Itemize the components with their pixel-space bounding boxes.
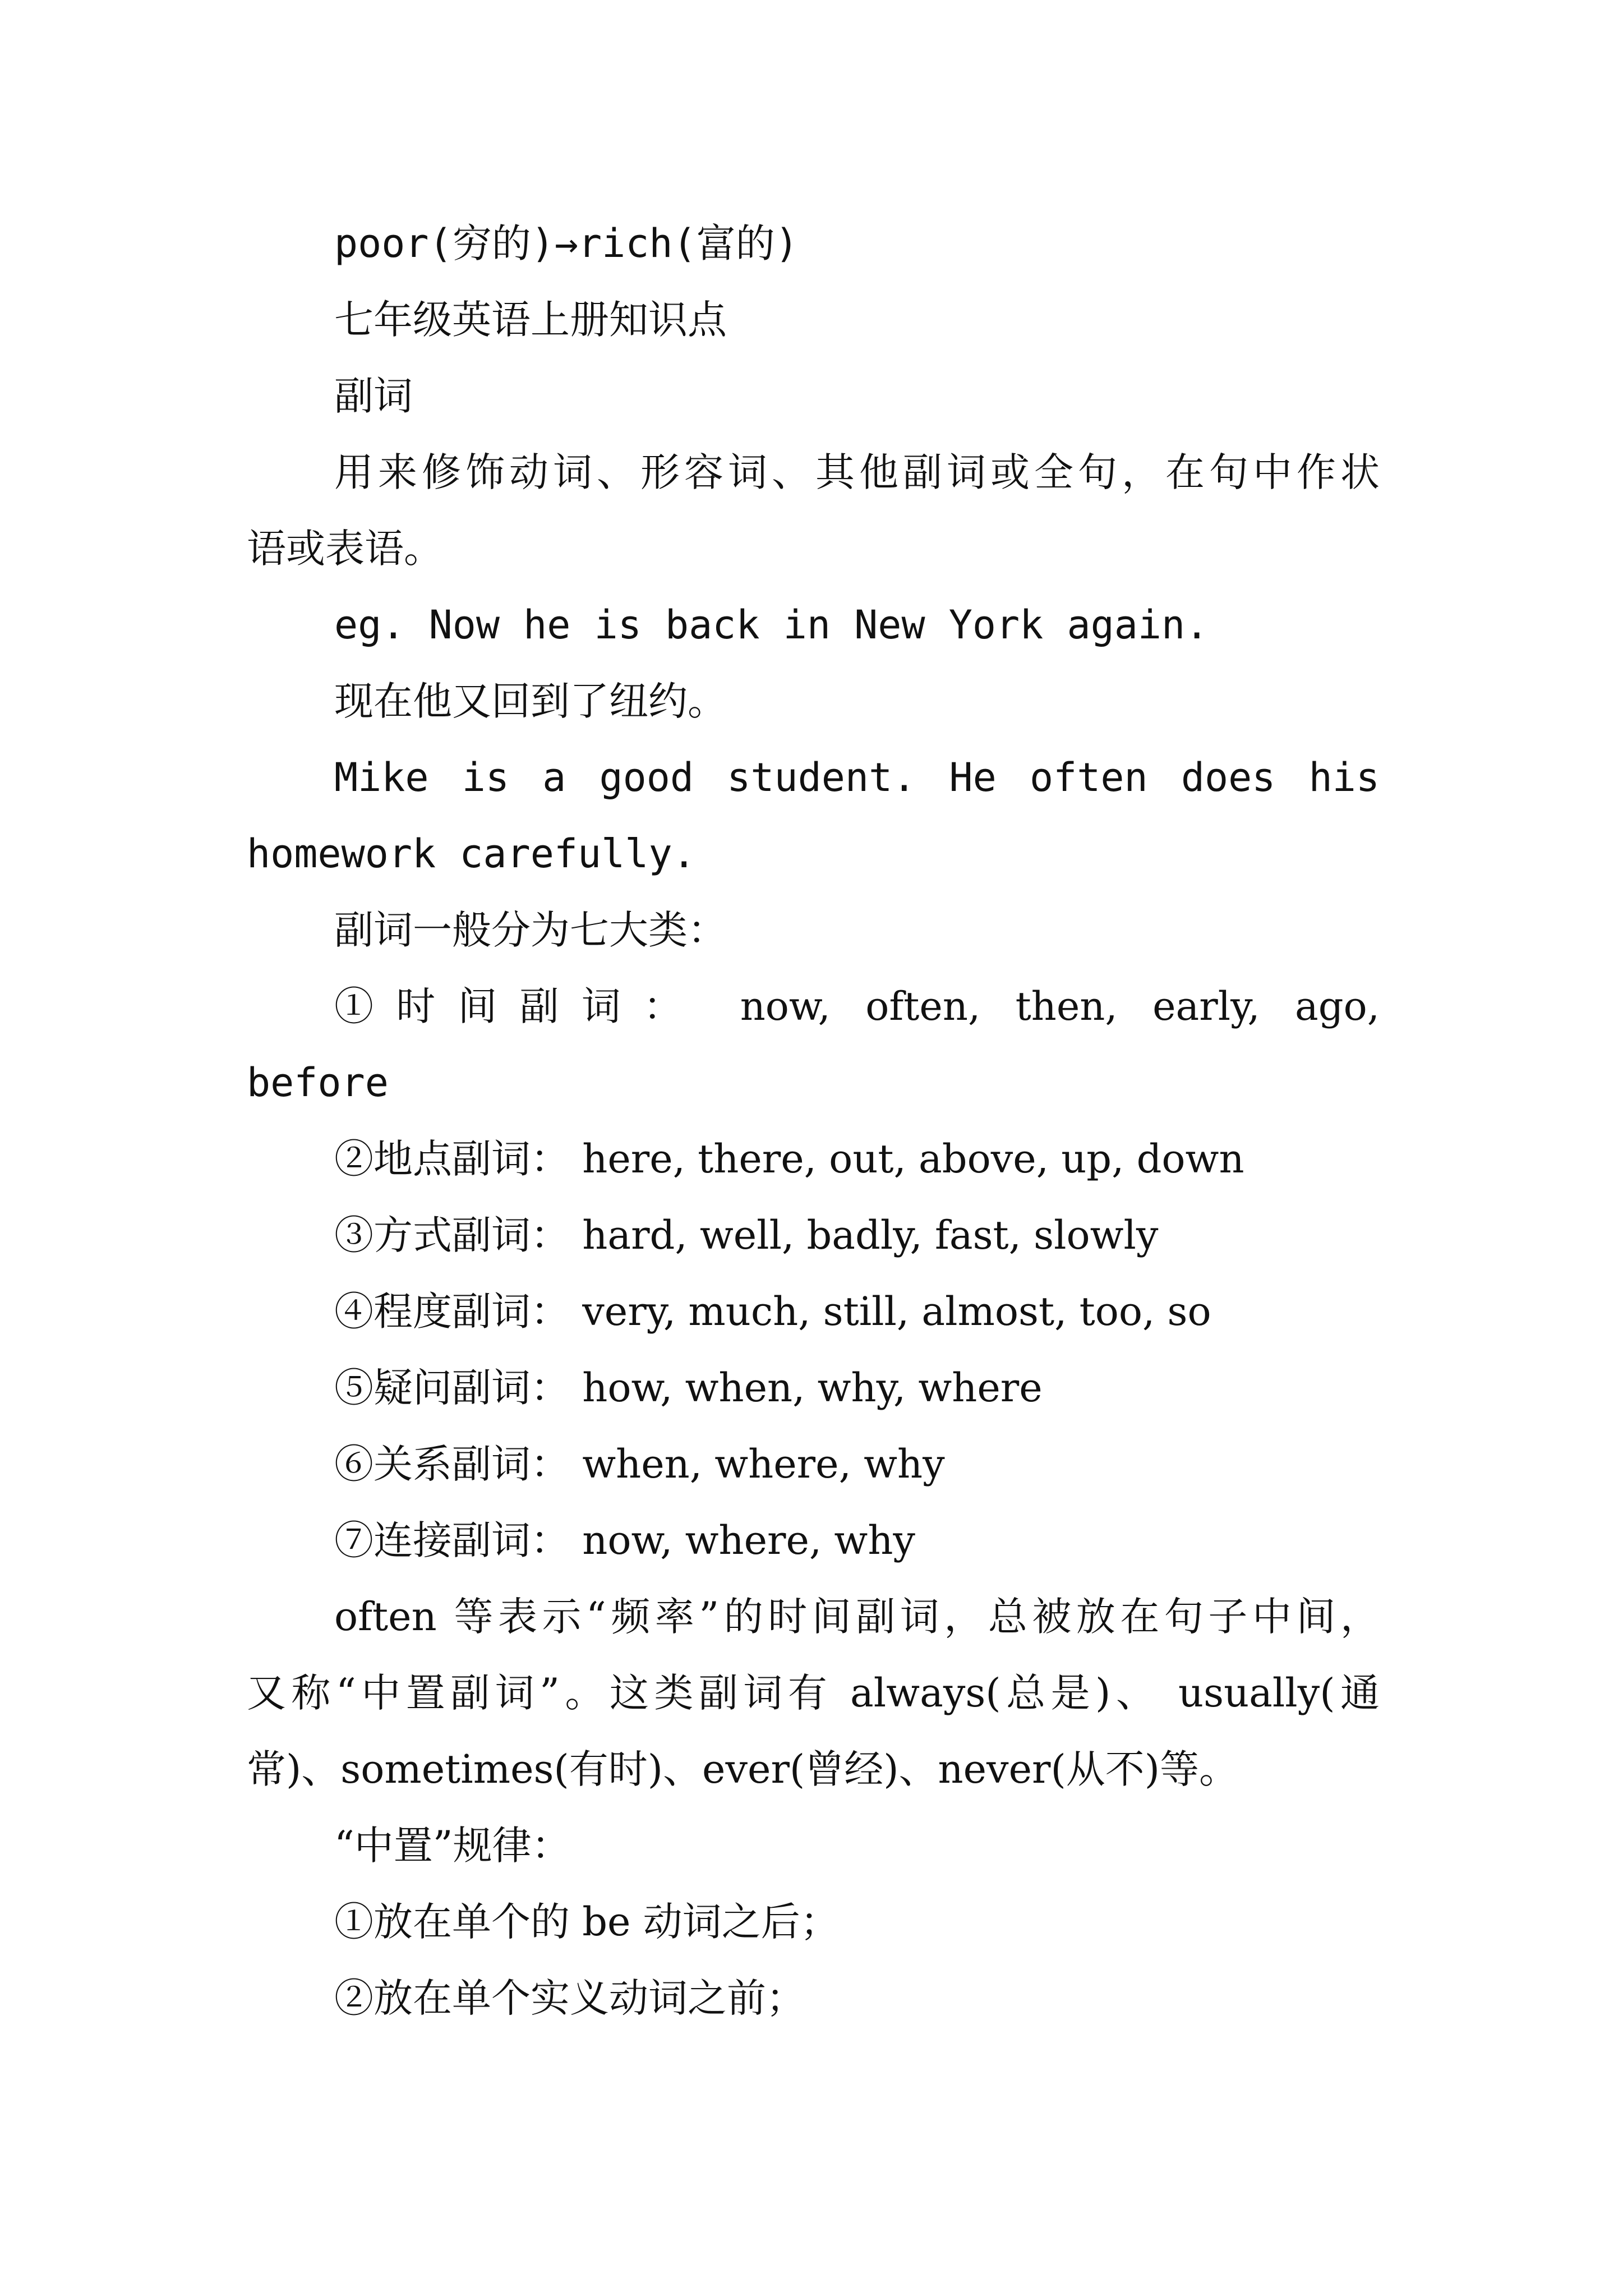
section-title: 七年级英语上册知识点 <box>334 297 727 343</box>
example-sentence-2-line-1: Mike is a good student. He often does his <box>334 754 1380 800</box>
frequency-note-line-3: 常)、sometimes(有时)、ever(曾经)、never(从不)等。 <box>247 1746 1239 1792</box>
rules-heading: “中置”规律： <box>334 1823 571 1869</box>
rule-2: ②放在单个实义动词之前； <box>334 1975 805 2021</box>
definition-line-1: 用来修饰动词、形容词、其他副词或全句，在句中作状 <box>334 449 1380 495</box>
example-sentence: eg. Now he is back in New York again. <box>334 602 1209 648</box>
topic-heading: 副词 <box>334 373 413 419</box>
frequency-note-line-1: often 等表示“频率”的时间副词，总被放在句子中间， <box>334 1594 1380 1640</box>
example-word-pair: poor(穷的)→rich(富的) <box>334 220 799 266</box>
frequency-note-line-2: 又称“中置副词”。这类副词有 always(总是)、 usually(通 <box>247 1670 1380 1716</box>
category-place: ②地点副词： here, there, out, above, up, down <box>334 1136 1244 1182</box>
example-translation: 现在他又回到了纽约。 <box>334 678 727 724</box>
category-manner: ③方式副词： hard, well, badly, fast, slowly <box>334 1212 1159 1258</box>
category-degree: ④程度副词： very, much, still, almost, too, so <box>334 1289 1211 1335</box>
rule-1: ①放在单个的 be 动词之后； <box>334 1899 840 1945</box>
category-conjunctive: ⑦连接副词： now, where, why <box>334 1517 915 1563</box>
category-time-line-2: before <box>247 1060 389 1106</box>
definition-line-2: 语或表语。 <box>247 526 443 572</box>
category-interrogative: ⑤疑问副词： how, when, why, where <box>334 1365 1043 1411</box>
category-relative: ⑥关系副词： when, where, why <box>334 1441 945 1487</box>
category-time-line-1: ①时间副词： now, often, then, early, ago, <box>334 983 1380 1029</box>
categories-heading: 副词一般分为七大类： <box>334 907 727 953</box>
example-sentence-2-line-2: homework carefully. <box>247 831 696 877</box>
